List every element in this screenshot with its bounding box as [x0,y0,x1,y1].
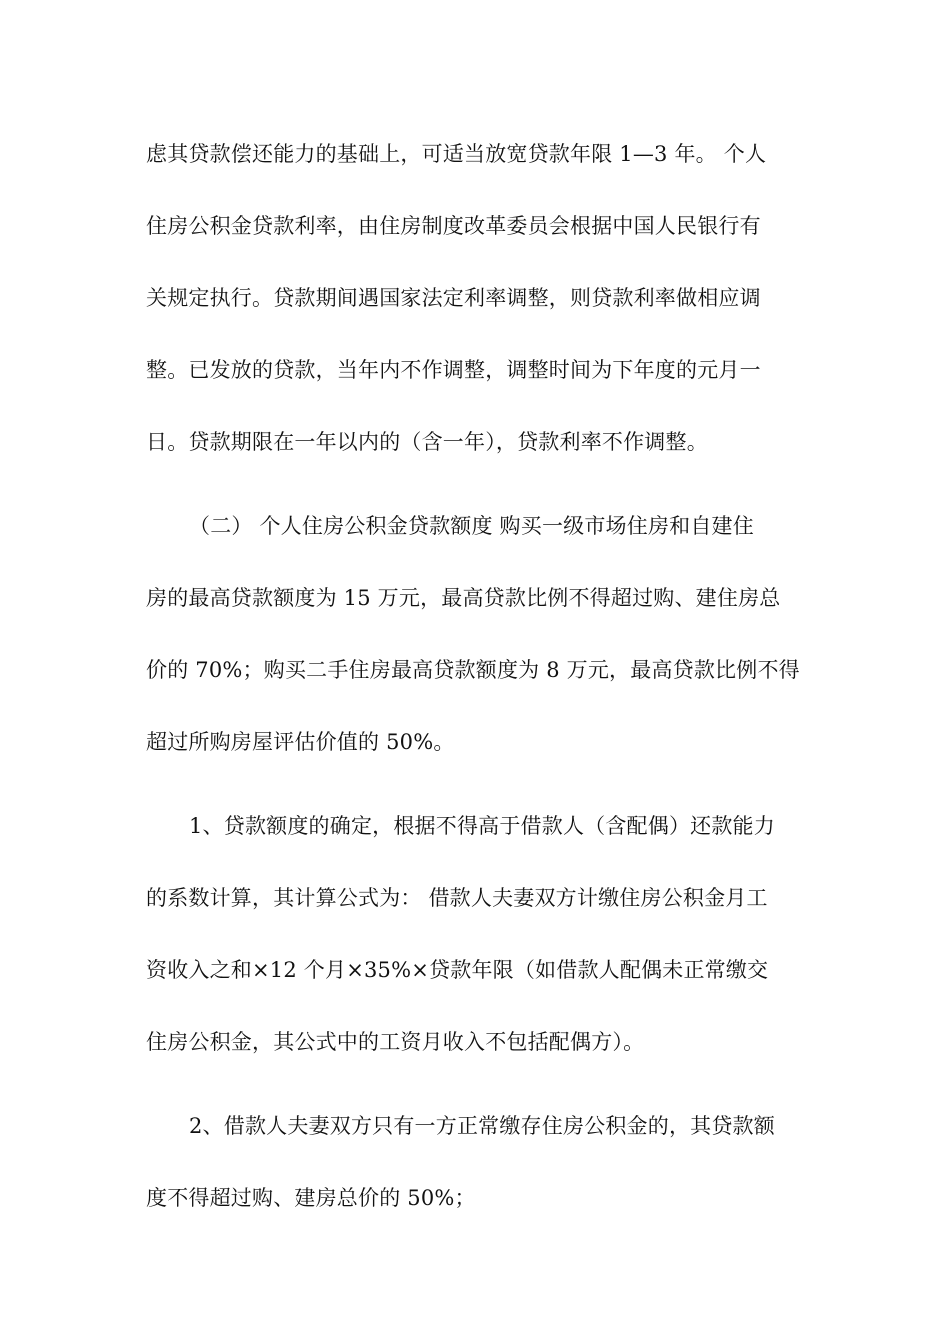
text-line: 房的最高贷款额度为 15 万元，最高贷款比例不得超过购、建住房总 [146,586,781,610]
text-line: 2、借款人夫妻双方只有一方正常缴存住房公积金的，其贷款额 [189,1114,775,1138]
text-line: 的系数计算，其计算公式为： 借款人夫妻双方计缴住房公积金月工 [146,886,768,910]
text-line: 整。已发放的贷款，当年内不作调整，调整时间为下年度的元月一 [146,358,761,382]
text-line: （二） 个人住房公积金贷款额度 购买一级市场住房和自建住 [189,514,754,538]
text-line: 度不得超过购、建房总价的 50%； [146,1186,476,1210]
text-line: 1、贷款额度的确定，根据不得高于借款人（含配偶）还款能力 [189,814,775,838]
text-line: 关规定执行。贷款期间遇国家法定利率调整，则贷款利率做相应调 [146,286,761,310]
text-line: 价的 70%；购买二手住房最高贷款额度为 8 万元，最高贷款比例不得 [146,658,800,682]
text-line: 住房公积金贷款利率，由住房制度改革委员会根据中国人民银行有 [146,214,761,238]
text-line: 虑其贷款偿还能力的基础上，可适当放宽贷款年限 1—3 年。 个人 [146,142,767,166]
text-line: 资收入之和×12 个月×35%×贷款年限（如借款人配偶未正常缴交 [146,958,769,982]
text-line: 超过所购房屋评估价值的 50%。 [146,730,455,754]
text-line: 日。贷款期限在一年以内的（含一年），贷款利率不作调整。 [146,430,708,454]
text-line: 住房公积金，其公式中的工资月收入不包括配偶方）。 [146,1030,645,1054]
